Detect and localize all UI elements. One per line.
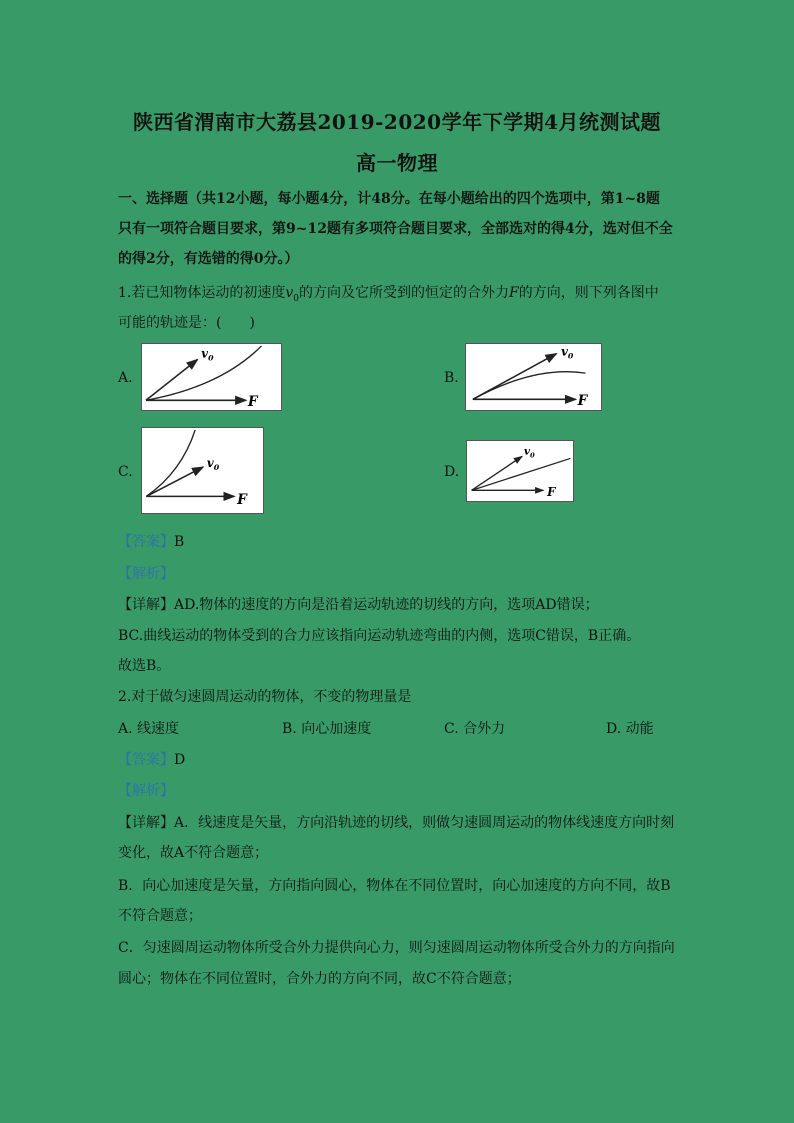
q1-option-c-v-label: v [206, 456, 214, 471]
q2-choice-d: D. 动能 [606, 721, 654, 737]
q1-answer [118, 531, 184, 551]
q1-option-c-v-sub: 0 [213, 463, 220, 473]
svg-text:v0 [207, 456, 220, 472]
q1-option-a-f-label: F [247, 394, 258, 410]
q2-detail-line-1: 【详解】A．线速度是矢量，方向沿轨迹的切线，则做匀速圆周运动的物体线速度方向时刻 [118, 815, 675, 831]
q1-option-d-figure [466, 440, 574, 502]
q1-option-a-v-sub: 0 [208, 353, 214, 363]
q1-detail-line-2: BC.曲线运动的物体受到的合力应该指向运动轨迹弯曲的内侧，选项C错误，B正确。 [118, 628, 641, 644]
q2-detail-line-5: C．匀速圆周运动物体所受合外力提供向心力，则匀速圆周运动物体所受合外力的方向指向 [118, 940, 675, 956]
q1-option-c-figure [141, 427, 264, 514]
q1-option-b-v-label: v [561, 344, 568, 359]
q1-option-d-diagram [467, 441, 573, 501]
q2-choice-b: B. 向心加速度 [282, 721, 372, 737]
q1-answer-value: B [174, 534, 185, 550]
q1-option-d-f-label: F [547, 485, 556, 500]
q1-option-b-label: B. [444, 370, 459, 386]
q1-detail-line-1: 【详解】AD.物体的速度的方向是沿着运动轨迹的切线的方向，选项AD错误； [118, 597, 599, 613]
q1-option-d-v-label: v [523, 444, 531, 458]
q1-option-c-label: C. [118, 464, 133, 480]
q2-detail-line-2: 变化，故A不符合题意； [118, 845, 269, 861]
section-heading-line-1: 一、选择题（共12小题，每小题4分，计48分。在每小题给出的四个选项中，第1~8题 [118, 191, 660, 207]
q2-analysis-tag: 【解析】 [118, 783, 174, 799]
q2-answer-tag: 【答案】 [118, 752, 174, 768]
q1-option-a-label: A. [118, 370, 133, 386]
q2-detail-line-4: 不符合题意； [118, 908, 202, 924]
q1-detail-line-3: 故选B。 [118, 658, 171, 674]
q2-choice-a: A. 线速度 [118, 721, 180, 737]
q1-option-b-f-label: F [577, 393, 588, 410]
svg-text:v0 [561, 345, 574, 361]
q1-stem-v-sub: 0 [293, 293, 300, 304]
q1-option-d-label: D. [444, 464, 460, 480]
q1-stem-prefix: 1.若已知物体运动的初速度 [118, 285, 286, 301]
q1-option-d-v-sub: 0 [530, 451, 535, 460]
svg-text:v0 [524, 445, 535, 460]
q1-answer-tag: 【答案】 [118, 534, 174, 550]
page-subtitle: 高一物理 [356, 151, 438, 175]
q1-analysis-tag: 【解析】 [118, 566, 174, 582]
q1-stem-f: F [509, 285, 519, 301]
q2-stem: 2.对于做匀速圆周运动的物体，不变的物理量是 [118, 689, 412, 705]
q1-option-a-figure [141, 343, 282, 411]
q1-option-b-diagram [466, 344, 601, 410]
q1-option-c-diagram [142, 428, 263, 513]
q1-option-b-figure [465, 343, 602, 411]
q1-stem-middle: 的方向及它所受到的恒定的合外力 [299, 285, 510, 301]
q1-stem-line-2: 可能的轨迹是：( ) [118, 315, 255, 331]
svg-text:v0 [201, 347, 214, 363]
q2-detail-line-6: 圆心；物体在不同位置时，合外力的方向不同，故C不符合题意； [118, 971, 521, 987]
q1-stem-v: v [285, 285, 294, 301]
q1-option-c-f-label: F [237, 492, 247, 509]
q2-answer [118, 749, 185, 769]
section-heading-line-3: 的得2分，有选错的得0分。） [118, 251, 299, 267]
q1-stem-line-1 [118, 282, 659, 304]
q1-option-a-diagram [142, 344, 281, 410]
q2-detail-line-3: B．向心加速度是矢量，方向指向圆心，物体在不同位置时，向心加速度的方向不同，故B [118, 878, 671, 894]
section-heading-line-2: 只有一项符合题目要求，第9~12题有多项符合题目要求，全部选对的得4分，选对但不全 [118, 221, 673, 237]
q1-option-a-v-label: v [201, 346, 209, 361]
q1-option-b-v-sub: 0 [567, 351, 574, 361]
q1-stem-suffix: 的方向，则下列各图中 [518, 285, 659, 301]
q2-answer-value: D [174, 752, 186, 768]
q2-choice-c: C. 合外力 [444, 721, 506, 737]
page-title: 陕西省渭南市大荔县2019-2020学年下学期4月统测试题 [132, 110, 662, 134]
